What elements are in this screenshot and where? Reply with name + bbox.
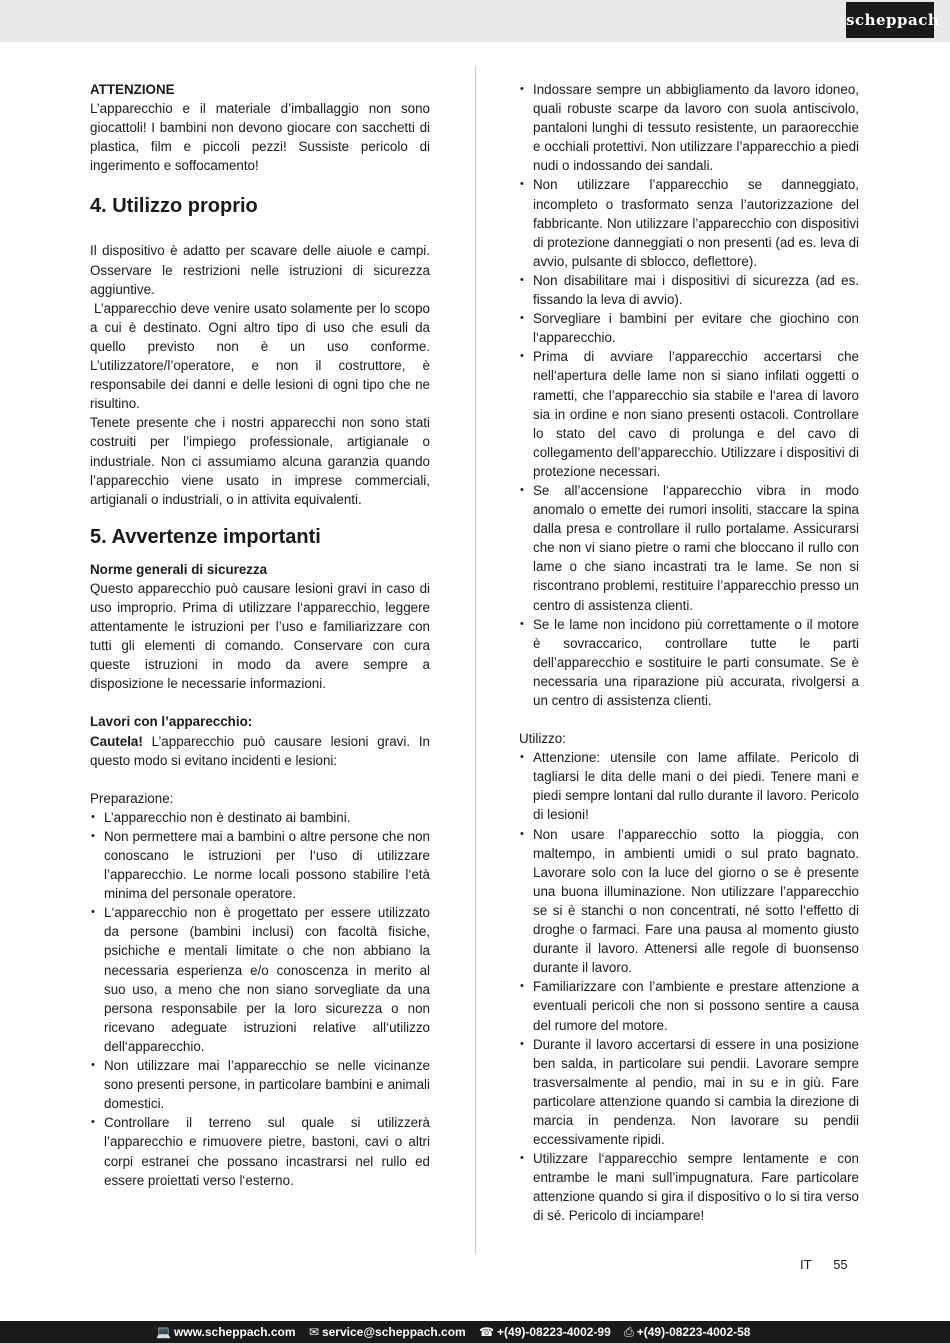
fax-number: +(49)-08223-4002-58 — [636, 1325, 751, 1339]
list-item: • Attenzione: utensile con lame affilate. Pericolo di tagliarsi le dita delle mani o dei piedi. Tenere mani e piedi sempre lontani dal rullo durante il lavoro. Pericolo di lesioni! — [519, 748, 859, 824]
caution-label: Cautela! — [90, 733, 143, 749]
section-4-paragraph-1: Il dispositivo è adatto per scavare delle aiuole e campi. Osservare le restrizioni nelle istruzioni di sicurezza aggiuntive. — [90, 243, 430, 297]
list-item: • Controllare il terreno sul quale si utilizzerà l’apparecchio e rimuovere pietre, bastoni, cavi o altri corpi estranei che possano incastrarsi nel rullo ed essere proiettati verso l‘esterno. — [90, 1113, 430, 1189]
list-item: • Indossare sempre un abbigliamento da lavoro idoneo, quali robuste scarpe da lavoro con suola antiscivolo, pantaloni lunghi di tessuto resistente, un paraorecchie e occhiali protettivi. Non utilizzare l’apparecchio a piedi nudi o indossando dei sandali. — [519, 80, 859, 175]
email-item[interactable] — [309, 1321, 466, 1343]
section-4-paragraph-2: L’apparecchio deve venire usato solamente per lo scopo a cui è destinato. Ogni altro tipo di uso che esuli da quello previsto non è un uso conforme. L’utilizzatore/l’operatore, e non il costruttore, è responsabile dei danni e delle lesioni di ogni tipo che ne risultino. — [90, 300, 434, 412]
list-item: • Familiarizzare con l’ambiente e prestare attenzione a eventuali pericoli che non si possono sentire a causa del rumore del motore. — [519, 977, 859, 1034]
usage-label: Utilizzo: — [519, 731, 566, 747]
section-4-paragraph-3: Tenete presente che i nostri apparecchi non sono stati costruiti per l’impiego professionale, artigianale o industriale. Non ci assumiamo alcuna garanzia quando l’apparecchio viene usato in imprese commerciali, artigianali o industriali, o in attivita equivalenti. — [90, 415, 430, 507]
list-item: • Utilizzare l‘apparecchio sempre lentamente e con entrambe le mani sull’impugnatura. Fare particolare attenzione quando si gira il dispositivo o lo si tira verso di sé. Pericolo di inciampare! — [519, 1149, 859, 1225]
caution-text: L’apparecchio può causare lesioni gravi. In questo modo si evitano incidenti e lesioni: — [90, 733, 434, 768]
usage-list — [519, 748, 859, 1225]
brand-logo: scheppach — [846, 2, 934, 38]
list-item: • Se all’accensione l‘apparecchio vibra in modo anomalo o emette dei rumori insoliti, staccare la spina dalla presa e controllare il rullo portalame. Assicurarsi che non vi siano pietre o rami che bloccano il rullo con lame o che siano incastrati tra le lame. Se non si riscontrano problemi, restituire l’apparecchio presso un centro di assistenza clienti. — [519, 481, 859, 615]
phone-number: +(49)-08223-4002-99 — [497, 1325, 611, 1339]
fax-item — [624, 1321, 750, 1343]
header-band — [0, 0, 950, 42]
list-item: • Se le lame non incidono più correttamente o il motore è sovraccarico, controllare tutte le parti dell’apparecchio e sostituire le parti consumate. Se è necessaria una riparazione più accurata, rivolgersi a un centro di assistenza clienti. — [519, 615, 859, 710]
left-column — [90, 80, 434, 1190]
fax-icon: ⎙ — [624, 1325, 634, 1339]
preparation-label: Preparazione: — [90, 790, 174, 806]
list-item: • L‘apparecchio non è progettato per essere utilizzato da persone (bambini inclusi) con facoltà fisiche, psichiche e mentali limitate o che non abbiano la necessaria esperienza e/o conoscenza in merito al suo uso, a meno che non siano sorvegliate da una persona responsabile per la loro sicurezza o non ricevano adeguate istruzioni relative all‘utilizzo dell‘apparecchio. — [90, 903, 430, 1056]
work-title: Lavori con l’apparecchio: — [90, 714, 253, 730]
phone-item — [479, 1321, 611, 1343]
safety-rules-text: Questo apparecchio può causare lesioni gravi in caso di uso improprio. Prima di utilizzare l‘apparecchio, leggere attentamente le istruzioni per l’uso e familiarizzare con tutti gli elementi di comando. Conservare con cura queste istruzioni in modo da avere sempre a disposizione le necessarie informazioni. — [90, 580, 430, 692]
list-item: • Sorvegliare i bambini per evitare che giochino con l‘apparecchio. — [519, 309, 859, 347]
phone-icon: ☎ — [479, 1325, 495, 1339]
list-item: • Durante il lavoro accertarsi di essere in una posizione ben salda, in particolare sui pendii. Lavorare sempre trasversalmente al pendio, mai in su e in giù. Fare particolare attenzione quando si cambia la direzione di marcia in pendenza. Non lavorare su pendii eccessivamente ripidi. — [519, 1035, 859, 1150]
section-5-heading: 5. Avvertenze importanti — [90, 525, 321, 548]
contact-bar — [0, 1321, 950, 1343]
list-item: • Prima di avviare l’apparecchio accertarsi che nell‘apertura delle lame non si siano infilati oggetti o rametti, che l’apparecchio sia stabile e l‘area di lavoro sia in ordine e non siano presenti ostacoli. Controllare lo stato del cavo di prolunga e del cavo di collegamento dell’apparecchio. Utilizzare i dispositivi di protezione necessari. — [519, 347, 859, 481]
attention-text: L’apparecchio e il materiale d’imballaggio non sono giocattoli! I bambini non devono giocare con sacchetti di plastica, film e piccoli pezzi! Sussiste pericolo di ingerimento e soffocamento! — [90, 101, 430, 174]
list-item: • Non usare l’apparecchio sotto la pioggia, con maltempo, in ambienti umidi o sul prato bagnato. Lavorare solo con la luce del giorno o se è presente una buona illuminazione. Non utilizzare l’apparecchio se si è stanchi o non concentrati, né sotto l‘effetto di droghe o farmaci. Fare una pausa al momento giusto durante il lavoro. Attenersi alle regole di buonsenso durante il lavoro. — [519, 825, 859, 978]
page-number: 55 — [833, 1257, 848, 1272]
list-item: • L’apparecchio non è destinato ai bambini. — [90, 808, 430, 827]
language-code: IT — [800, 1257, 812, 1272]
list-item: • Non utilizzare l’apparecchio se danneggiato, incompleto o trasformato senza l’autorizzazione del fabbricante. Non utilizzare l’apparecchio con dispositivi di protezione danneggiati o non presenti (ad es. leva di avvio, pulsante di sblocco, deflettore). — [519, 175, 859, 270]
right-column — [519, 80, 859, 1226]
list-item: • Non permettere mai a bambini o altre persone che non conoscano le istruzioni per l‘uso di utilizzare l’apparecchio. Le norme locali possono stabilire l‘età minima del personale operatore. — [90, 827, 430, 903]
website-item[interactable] — [156, 1321, 296, 1343]
list-item: • Non utilizzare mai l’apparecchio se nelle vicinanze sono presenti persone, in particolare bambini e animali domestici. — [90, 1056, 430, 1113]
section-4-heading: 4. Utilizzo proprio — [90, 195, 258, 218]
computer-icon: 💻 — [156, 1325, 171, 1339]
page-footer — [800, 1257, 848, 1272]
caution-paragraph — [90, 732, 434, 770]
website-link[interactable]: www.scheppach.com — [173, 1325, 296, 1339]
safety-rules-title: Norme generali di sicurezza — [90, 561, 268, 577]
email-link[interactable]: service@scheppach.com — [321, 1325, 466, 1339]
attention-title: ATTENZIONE — [90, 82, 175, 97]
column-divider — [475, 66, 476, 1254]
preparation-list — [90, 808, 430, 1190]
preparation-list-continued — [519, 80, 859, 710]
mail-icon: ✉ — [308, 1325, 319, 1339]
list-item: • Non disabilitare mai i dispositivi di sicurezza (ad es. fissando la leva di avvio). — [519, 271, 859, 309]
